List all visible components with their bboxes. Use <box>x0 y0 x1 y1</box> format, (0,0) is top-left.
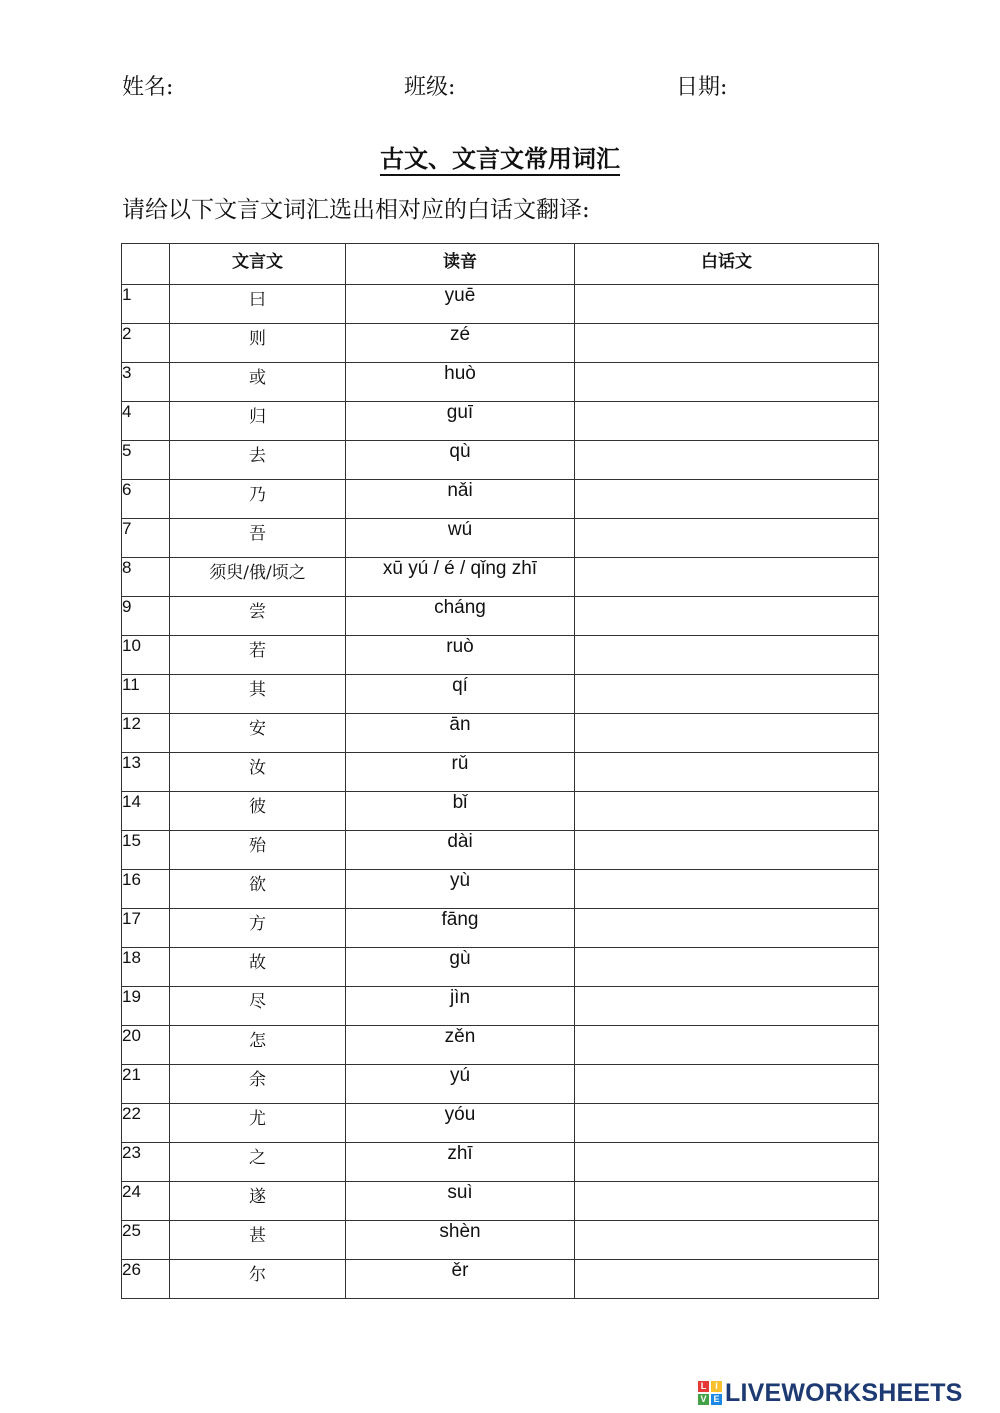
pronunciation: dài <box>346 831 575 870</box>
pronunciation: qù <box>346 441 575 480</box>
vocabulary-table <box>121 243 879 1299</box>
logo-tile: V <box>698 1394 709 1405</box>
classical-word: 尝 <box>170 597 346 636</box>
classical-word: 欲 <box>170 870 346 909</box>
row-number: 8 <box>122 558 170 597</box>
table-row <box>122 402 879 441</box>
pronunciation: zěn <box>346 1026 575 1065</box>
pronunciation: zé <box>346 324 575 363</box>
pronunciation: yù <box>346 870 575 909</box>
pronunciation: huò <box>346 363 575 402</box>
row-number: 6 <box>122 480 170 519</box>
row-number: 11 <box>122 675 170 714</box>
row-number: 14 <box>122 792 170 831</box>
classical-word: 去 <box>170 441 346 480</box>
table-row <box>122 441 879 480</box>
translation-answer-cell[interactable] <box>575 324 879 363</box>
pronunciation: suì <box>346 1182 575 1221</box>
translation-answer-cell[interactable] <box>575 1065 879 1104</box>
translation-answer-cell[interactable] <box>575 1104 879 1143</box>
logo-tile: L <box>698 1381 709 1392</box>
table-row <box>122 792 879 831</box>
pronunciation: rǔ <box>346 753 575 792</box>
pronunciation: ruò <box>346 636 575 675</box>
table-row <box>122 1026 879 1065</box>
table-row <box>122 948 879 987</box>
classical-word: 安 <box>170 714 346 753</box>
pronunciation: fāng <box>346 909 575 948</box>
table-row <box>122 636 879 675</box>
translation-answer-cell[interactable] <box>575 714 879 753</box>
row-number: 7 <box>122 519 170 558</box>
translation-answer-cell[interactable] <box>575 636 879 675</box>
row-number: 1 <box>122 285 170 324</box>
class-field-label: 班级: <box>404 75 456 100</box>
pronunciation: ěr <box>346 1260 575 1299</box>
translation-answer-cell[interactable] <box>575 558 879 597</box>
row-number: 12 <box>122 714 170 753</box>
row-number: 3 <box>122 363 170 402</box>
translation-answer-cell[interactable] <box>575 519 879 558</box>
table-row <box>122 1104 879 1143</box>
row-number: 17 <box>122 909 170 948</box>
classical-word: 之 <box>170 1143 346 1182</box>
pronunciation: ān <box>346 714 575 753</box>
header-pronunciation: 读音 <box>346 244 575 285</box>
row-number: 23 <box>122 1143 170 1182</box>
translation-answer-cell[interactable] <box>575 1143 879 1182</box>
classical-word: 尔 <box>170 1260 346 1299</box>
table-row <box>122 1143 879 1182</box>
translation-answer-cell[interactable] <box>575 1026 879 1065</box>
pronunciation: gù <box>346 948 575 987</box>
row-number: 25 <box>122 1221 170 1260</box>
table-row <box>122 519 879 558</box>
translation-answer-cell[interactable] <box>575 987 879 1026</box>
translation-answer-cell[interactable] <box>575 1182 879 1221</box>
classical-word: 若 <box>170 636 346 675</box>
translation-answer-cell[interactable] <box>575 597 879 636</box>
translation-answer-cell[interactable] <box>575 441 879 480</box>
translation-answer-cell[interactable] <box>575 675 879 714</box>
classical-word: 归 <box>170 402 346 441</box>
table-row <box>122 987 879 1026</box>
worksheet-title-text: 古文、文言文常用词汇 <box>380 144 620 176</box>
table-row <box>122 1182 879 1221</box>
pronunciation: bǐ <box>346 792 575 831</box>
classical-word: 或 <box>170 363 346 402</box>
translation-answer-cell[interactable] <box>575 285 879 324</box>
row-number: 10 <box>122 636 170 675</box>
pronunciation: yóu <box>346 1104 575 1143</box>
table-row <box>122 1065 879 1104</box>
table-row <box>122 753 879 792</box>
header-vernacular-translation: 白话文 <box>575 244 879 285</box>
row-number: 9 <box>122 597 170 636</box>
pronunciation: yuē <box>346 285 575 324</box>
liveworksheets-logo-mark <box>698 1381 722 1405</box>
pronunciation: yú <box>346 1065 575 1104</box>
classical-word: 遂 <box>170 1182 346 1221</box>
table-row <box>122 675 879 714</box>
row-number: 18 <box>122 948 170 987</box>
pronunciation: jìn <box>346 987 575 1026</box>
classical-word: 彼 <box>170 792 346 831</box>
row-number: 20 <box>122 1026 170 1065</box>
table-row <box>122 831 879 870</box>
classical-word: 甚 <box>170 1221 346 1260</box>
table-row <box>122 324 879 363</box>
table-row <box>122 558 879 597</box>
table-row <box>122 714 879 753</box>
classical-word: 乃 <box>170 480 346 519</box>
table-row <box>122 285 879 324</box>
classical-word: 怎 <box>170 1026 346 1065</box>
classical-word: 故 <box>170 948 346 987</box>
classical-word: 尽 <box>170 987 346 1026</box>
name-field-label: 姓名: <box>122 75 174 100</box>
classical-word: 其 <box>170 675 346 714</box>
vocabulary-table-body <box>122 285 879 1299</box>
pronunciation: wú <box>346 519 575 558</box>
table-row <box>122 909 879 948</box>
table-row <box>122 480 879 519</box>
translation-answer-cell[interactable] <box>575 402 879 441</box>
translation-answer-cell[interactable] <box>575 1221 879 1260</box>
pronunciation: shèn <box>346 1221 575 1260</box>
row-number: 24 <box>122 1182 170 1221</box>
row-number: 15 <box>122 831 170 870</box>
table-header-row <box>122 244 879 285</box>
pronunciation: nǎi <box>346 480 575 519</box>
logo-tile: E <box>711 1394 722 1405</box>
instruction-text: 请给以下文言文词汇选出相对应的白话文翻译: <box>122 197 590 223</box>
date-field-label: 日期: <box>676 75 728 100</box>
row-number: 19 <box>122 987 170 1026</box>
row-number: 13 <box>122 753 170 792</box>
liveworksheets-wordmark: LIVEWORKSHEETS <box>725 1379 963 1407</box>
table-row <box>122 1260 879 1299</box>
pronunciation: zhī <box>346 1143 575 1182</box>
translation-answer-cell[interactable] <box>575 870 879 909</box>
row-number: 26 <box>122 1260 170 1299</box>
classical-word: 汝 <box>170 753 346 792</box>
pronunciation: xū yú / é / qǐng zhī <box>346 558 575 597</box>
classical-word: 方 <box>170 909 346 948</box>
row-number: 2 <box>122 324 170 363</box>
translation-answer-cell[interactable] <box>575 792 879 831</box>
header-number <box>122 244 170 285</box>
translation-answer-cell[interactable] <box>575 1260 879 1299</box>
worksheet-title <box>0 142 1000 176</box>
translation-answer-cell[interactable] <box>575 480 879 519</box>
row-number: 21 <box>122 1065 170 1104</box>
header-classical-chinese: 文言文 <box>170 244 346 285</box>
translation-answer-cell[interactable] <box>575 831 879 870</box>
classical-word: 须臾/俄/顷之 <box>170 558 346 597</box>
row-number: 5 <box>122 441 170 480</box>
row-number: 22 <box>122 1104 170 1143</box>
translation-answer-cell[interactable] <box>575 363 879 402</box>
translation-answer-cell[interactable] <box>575 753 879 792</box>
table-row <box>122 363 879 402</box>
classical-word: 吾 <box>170 519 346 558</box>
row-number: 16 <box>122 870 170 909</box>
pronunciation: qí <box>346 675 575 714</box>
classical-word: 殆 <box>170 831 346 870</box>
classical-word: 尤 <box>170 1104 346 1143</box>
logo-tile: I <box>711 1381 722 1392</box>
translation-answer-cell[interactable] <box>575 909 879 948</box>
liveworksheets-logo <box>698 1378 963 1408</box>
pronunciation: guī <box>346 402 575 441</box>
classical-word: 余 <box>170 1065 346 1104</box>
pronunciation: cháng <box>346 597 575 636</box>
table-row <box>122 870 879 909</box>
table-row <box>122 597 879 636</box>
classical-word: 则 <box>170 324 346 363</box>
translation-answer-cell[interactable] <box>575 948 879 987</box>
table-row <box>122 1221 879 1260</box>
row-number: 4 <box>122 402 170 441</box>
classical-word: 曰 <box>170 285 346 324</box>
